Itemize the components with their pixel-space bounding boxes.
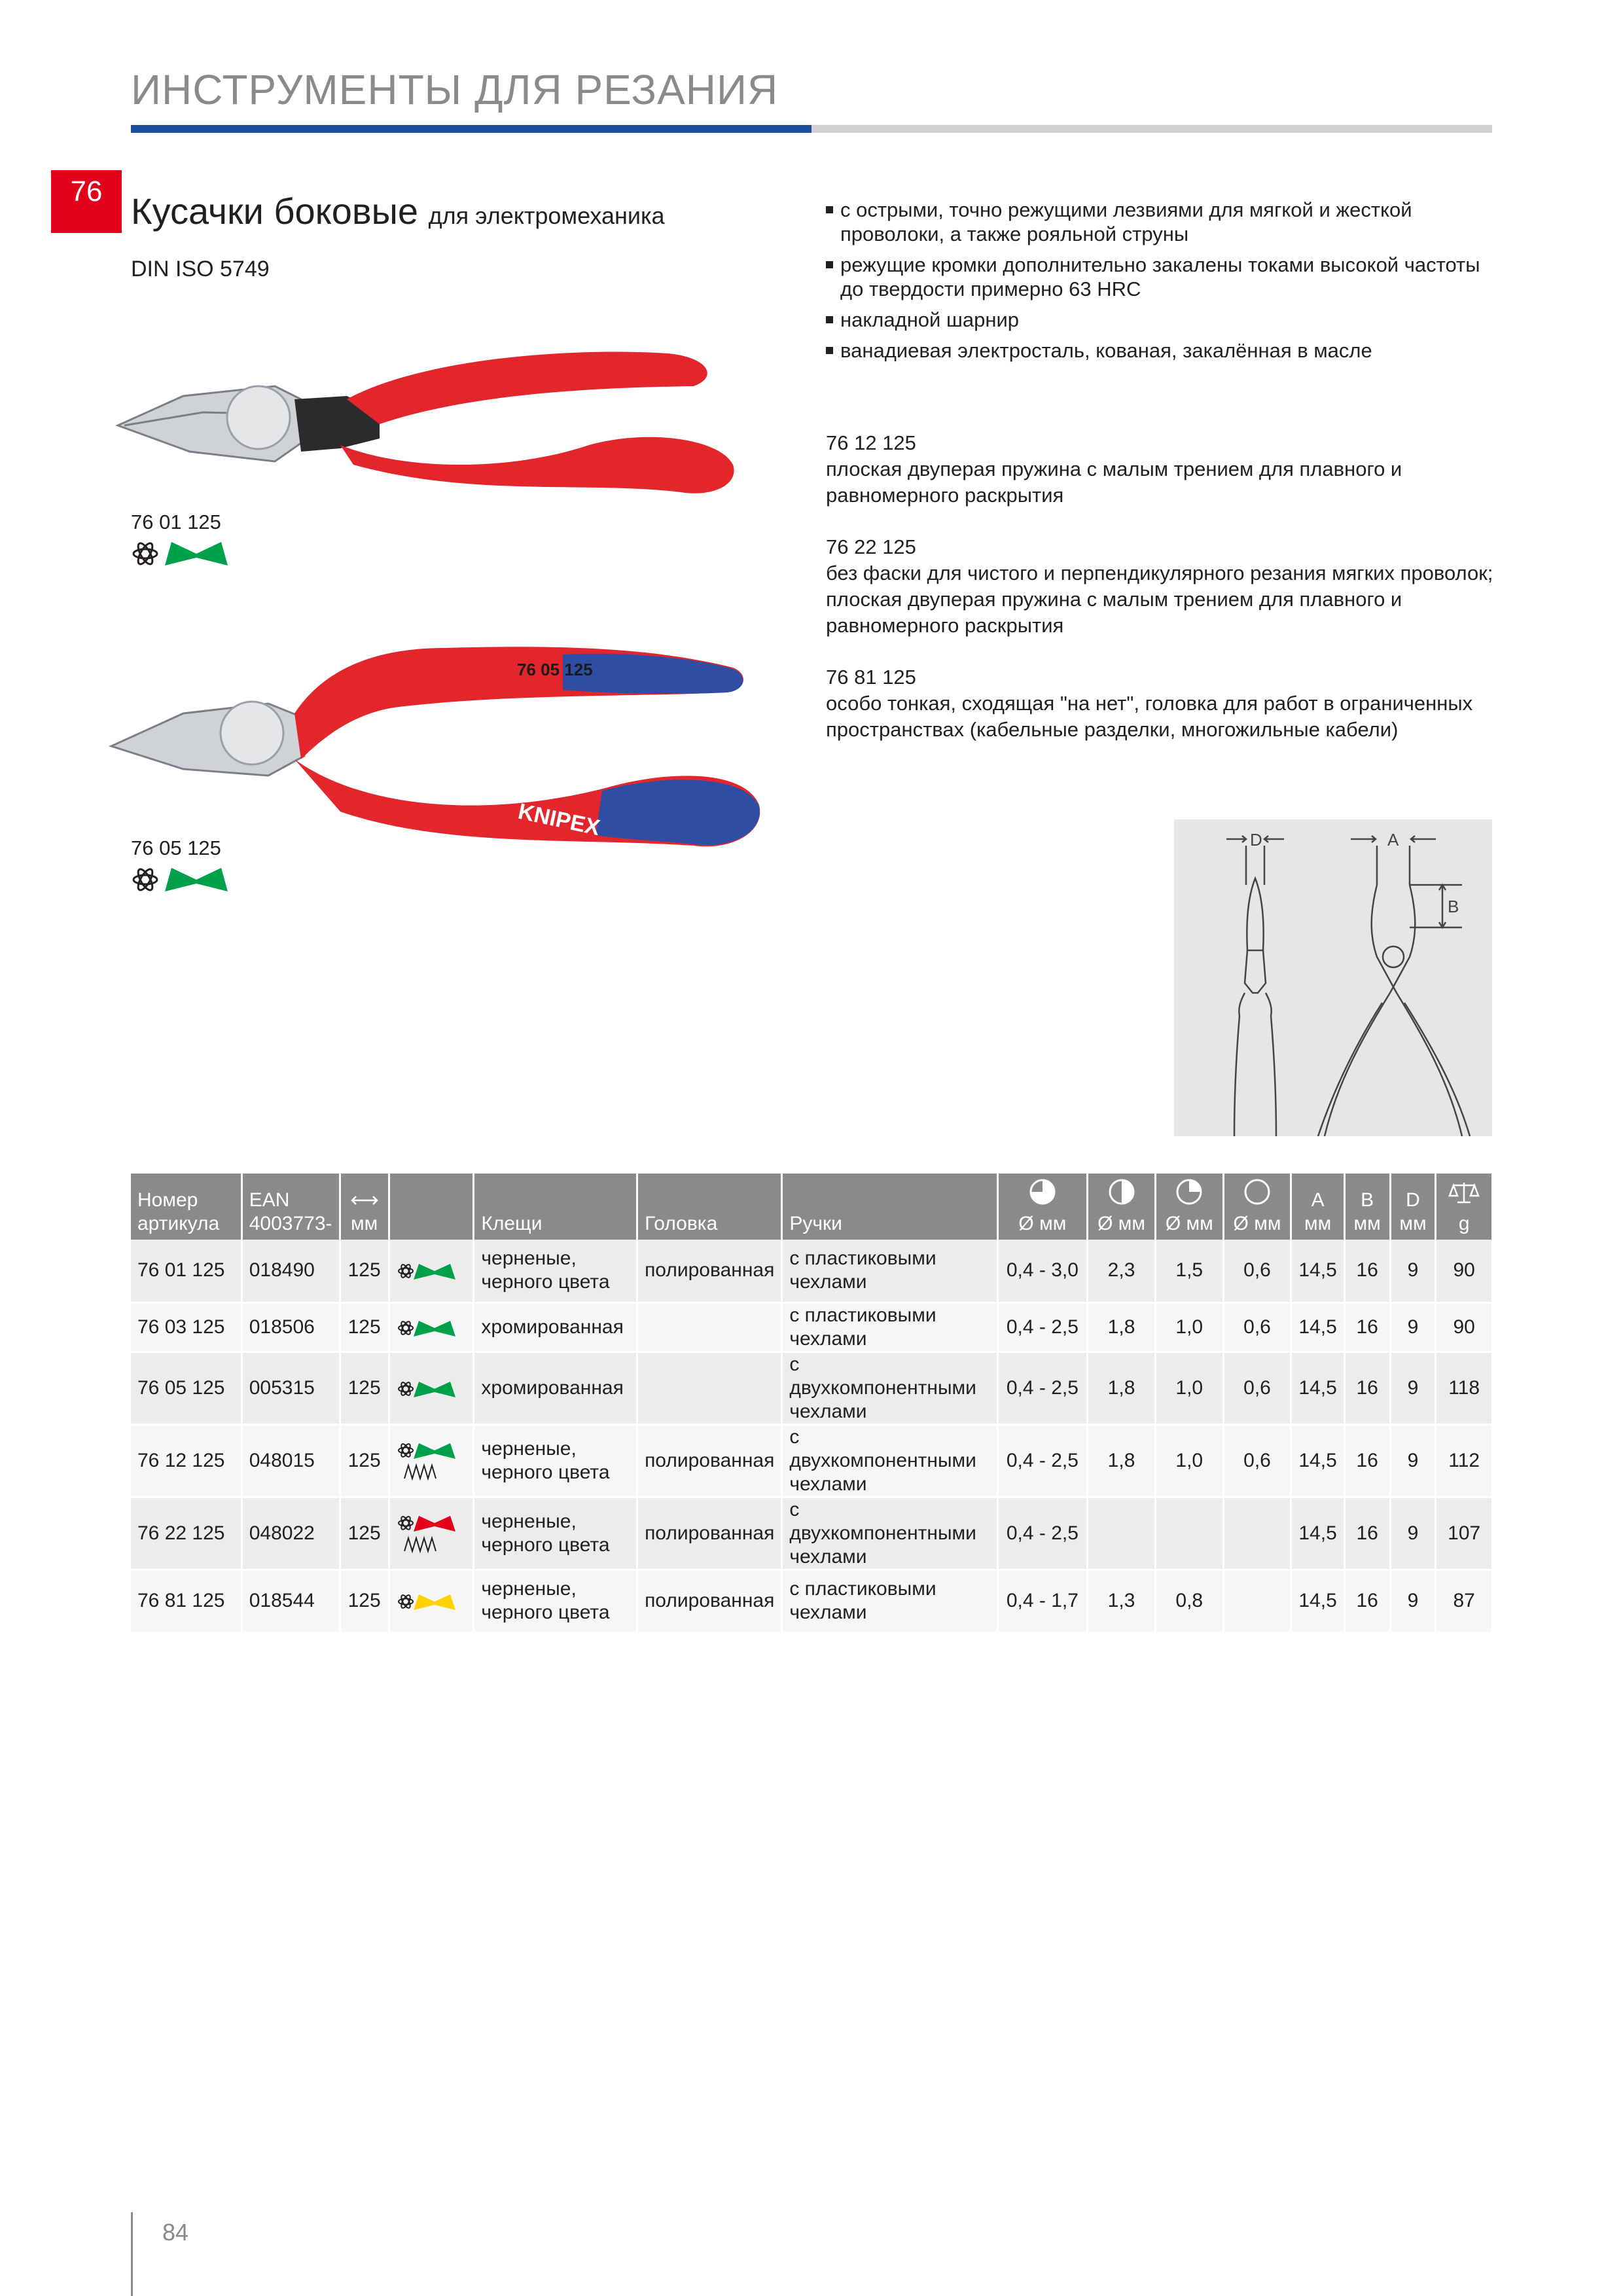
cell-head: полированная [637,1240,782,1302]
cell-length: 125 [340,1497,389,1570]
handle-brand-text: KNIPEX [516,798,603,841]
cell-hard: 0,8 [1155,1570,1223,1632]
atom-icon [399,1443,413,1458]
cell-hard: 1,0 [1155,1352,1223,1424]
feature-list [826,198,1493,369]
image-label-1: 76 01 125 [131,511,221,533]
table-row [131,1240,1493,1302]
dimension-diagram [1174,819,1492,1136]
cell-a: 14,5 [1291,1570,1344,1632]
atom-icon [399,1594,413,1609]
diagram-label-a: A [1387,830,1399,850]
cell-handles: с двухкомпонентными чехлами [782,1424,997,1497]
cell-head [637,1302,782,1352]
image-icons-2 [131,864,236,895]
cell-medium [1088,1497,1156,1570]
cell-b: 16 [1344,1352,1390,1424]
variant-text: особо тонкая, сходящая "на нет", головка для работ в ограниченных пространствах (кабельные разделки, многожильные кабели) [826,692,1473,741]
cell-hard [1155,1497,1223,1570]
cell-length: 125 [340,1570,389,1632]
cell-a: 14,5 [1291,1497,1344,1570]
pliers-76-05-125-image [105,635,772,864]
header-d: D мм [1390,1174,1436,1240]
page-number-rule [131,2212,133,2296]
cell-b: 16 [1344,1424,1390,1497]
cell-hard: 1,0 [1155,1302,1223,1352]
cell-icons [389,1352,474,1424]
cell-handles: с пластиковыми чехлами [782,1302,997,1352]
table-row [131,1497,1493,1570]
scale-icon [1448,1180,1480,1206]
cell-b: 16 [1344,1497,1390,1570]
page-number: 84 [162,2219,189,2246]
table-row [131,1352,1493,1424]
cell-article: 76 12 125 [131,1424,241,1497]
cell-icons [389,1497,474,1570]
cell-article: 76 81 125 [131,1570,241,1632]
header-soft-wire: Ø мм [997,1174,1088,1240]
header-piano-wire: Ø мм [1223,1174,1291,1240]
cell-handles: с двухкомпонентными чехлами [782,1497,997,1570]
header-handles: Ручки [782,1174,997,1240]
cell-weight: 87 [1436,1570,1493,1632]
cell-icons [389,1302,474,1352]
cell-weight: 90 [1436,1240,1493,1302]
cell-d: 9 [1390,1302,1436,1352]
cell-a: 14,5 [1291,1352,1344,1424]
cell-length: 125 [340,1302,389,1352]
header-medium-wire: Ø мм [1088,1174,1156,1240]
green-cutting-edge-icon [165,868,228,891]
cell-piano [1223,1570,1291,1632]
cell-a: 14,5 [1291,1302,1344,1352]
variant-note [826,534,1500,639]
cell-article: 76 05 125 [131,1352,241,1424]
page-header-title: ИНСТРУМЕНТЫ ДЛЯ РЕЗАНИЯ [131,66,779,113]
cell-piano: 0,6 [1223,1240,1291,1302]
atom-icon [399,1264,413,1280]
cell-piano [1223,1497,1291,1570]
variant-note [826,664,1500,743]
cell-d: 9 [1390,1424,1436,1497]
cell-medium: 1,8 [1088,1352,1156,1424]
diagram-label-b: B [1448,897,1459,916]
cell-weight: 107 [1436,1497,1493,1570]
handle-code-text: 76 05 125 [517,660,593,679]
variant-code: 76 12 125 [826,431,916,454]
cell-a: 14,5 [1291,1424,1344,1497]
cutting-edge-icon [414,1516,455,1532]
header-article: Номер артикула [131,1174,241,1240]
piano-wire-icon [1243,1177,1272,1206]
green-cutting-edge-icon [165,542,228,565]
cell-icons [389,1424,474,1497]
spring-icon [404,1465,436,1479]
cell-d: 9 [1390,1240,1436,1302]
feature-item: ванадиевая электросталь, кованая, закалённая в масле [826,338,1493,363]
cutting-edge-icon [414,1443,455,1459]
cell-piano: 0,6 [1223,1424,1291,1497]
cell-icons [389,1570,474,1632]
header-rule-gray [812,125,1492,133]
cell-pliers: черненые, черного цвета [474,1570,637,1632]
cell-medium: 1,3 [1088,1570,1156,1632]
cell-weight: 90 [1436,1302,1493,1352]
header-head: Головка [637,1174,782,1240]
feature-item: с острыми, точно режущими лезвиями для мягкой и жесткой проволоки, а также рояльной струны [826,198,1493,246]
cell-piano: 0,6 [1223,1302,1291,1352]
header-weight: g [1436,1174,1493,1240]
soft-wire-icon [1028,1177,1057,1206]
cell-d: 9 [1390,1497,1436,1570]
header-hard-wire: Ø мм [1155,1174,1223,1240]
cutting-edge-icon [414,1321,455,1336]
image-icons-1 [131,538,236,569]
header-b: B мм [1344,1174,1390,1240]
cell-medium: 2,3 [1088,1240,1156,1302]
spring-icon [404,1538,436,1551]
pliers-76-01-125-image [105,340,772,511]
cell-soft: 0,4 - 2,5 [997,1424,1088,1497]
header-pliers: Клещи [474,1174,637,1240]
cutting-edge-icon [414,1264,455,1280]
cell-b: 16 [1344,1302,1390,1352]
cell-head: полированная [637,1497,782,1570]
cell-soft: 0,4 - 2,5 [997,1497,1088,1570]
cell-head: полированная [637,1424,782,1497]
cell-article: 76 03 125 [131,1302,241,1352]
cell-pliers: хромированная [474,1352,637,1424]
cell-soft: 0,4 - 2,5 [997,1352,1088,1424]
cell-length: 125 [340,1240,389,1302]
cell-weight: 118 [1436,1352,1493,1424]
header-ean: EAN 4003773- [241,1174,340,1240]
atom-icon [134,867,157,892]
header-rule-blue [131,125,812,133]
variant-text: плоская двуперая пружина с малым трением для плавного и равномерного раскрытия [826,457,1402,507]
cell-weight: 112 [1436,1424,1493,1497]
cutting-edge-icon [414,1382,455,1397]
variant-code: 76 81 125 [826,666,916,689]
header-icons [389,1174,474,1240]
cell-handles: с пластиковыми чехлами [782,1240,997,1302]
cell-ean: 018506 [241,1302,340,1352]
cell-b: 16 [1344,1570,1390,1632]
feature-item: режущие кромки дополнительно закалены токами высокой частоты до твердости примерно 63 HRC [826,253,1493,301]
table-row [131,1570,1493,1632]
cell-soft: 0,4 - 2,5 [997,1302,1088,1352]
cell-pliers: хромированная [474,1302,637,1352]
variant-code: 76 22 125 [826,535,916,558]
image-label-2: 76 05 125 [131,836,221,859]
cell-ean: 018544 [241,1570,340,1632]
diagram-label-d: D [1250,830,1262,850]
cell-pliers: черненые, черного цвета [474,1424,637,1497]
length-arrow-icon [349,1194,380,1206]
atom-icon [399,1381,413,1397]
cell-hard: 1,0 [1155,1424,1223,1497]
product-title [131,190,665,232]
table-row [131,1302,1493,1352]
header-a: A мм [1291,1174,1344,1240]
cell-ean: 018490 [241,1240,340,1302]
cell-length: 125 [340,1352,389,1424]
table-row [131,1424,1493,1497]
cell-icons [389,1240,474,1302]
medium-wire-icon [1107,1177,1136,1206]
atom-icon [134,541,157,566]
variant-text: без фаски для чистого и перпендикулярного резания мягких проволок; плоская двуперая пружина с малым трением для плавного и равномерного раскрытия [826,562,1493,637]
cell-medium: 1,8 [1088,1424,1156,1497]
cell-ean: 048022 [241,1497,340,1570]
din-standard: DIN ISO 5749 [131,257,270,281]
cell-pliers: черненые, черного цвета [474,1240,637,1302]
cell-article: 76 22 125 [131,1497,241,1570]
cell-d: 9 [1390,1352,1436,1424]
cell-piano: 0,6 [1223,1352,1291,1424]
cell-article: 76 01 125 [131,1240,241,1302]
cell-ean: 005315 [241,1352,340,1424]
cell-head [637,1352,782,1424]
table-body [131,1240,1493,1632]
cell-a: 14,5 [1291,1240,1344,1302]
section-number-tab: 76 [51,170,122,233]
variant-note [826,430,1500,509]
header-length: мм [340,1174,389,1240]
cell-ean: 048015 [241,1424,340,1497]
cell-soft: 0,4 - 1,7 [997,1570,1088,1632]
cell-b: 16 [1344,1240,1390,1302]
feature-item: накладной шарнир [826,308,1493,332]
cell-d: 9 [1390,1570,1436,1632]
cell-pliers: черненые, черного цвета [474,1497,637,1570]
cell-length: 125 [340,1424,389,1497]
hard-wire-icon [1175,1177,1204,1206]
product-title-subtitle: для электромеханика [428,202,665,229]
cutting-edge-icon [414,1594,455,1610]
product-title-main: Кусачки боковые [131,190,419,232]
cell-medium: 1,8 [1088,1302,1156,1352]
atom-icon [399,1320,413,1336]
spec-table [131,1174,1493,1634]
cell-handles: с пластиковыми чехлами [782,1570,997,1632]
cell-soft: 0,4 - 3,0 [997,1240,1088,1302]
cell-head: полированная [637,1570,782,1632]
cell-hard: 1,5 [1155,1240,1223,1302]
cell-handles: с двухкомпонентными чехлами [782,1352,997,1424]
atom-icon [399,1515,413,1531]
table-header-row [131,1174,1493,1240]
